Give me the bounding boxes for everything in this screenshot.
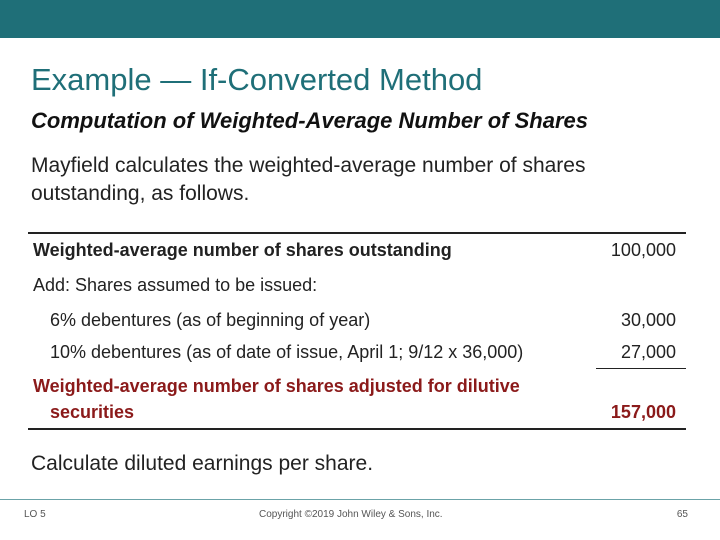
table-top-rule [28,232,686,234]
intro-text: Mayfield calculates the weighted-average number of shares outstanding, as follows. [31,154,586,205]
table-bottom-rule [28,428,686,430]
row-total-value: 157,000 [610,402,676,422]
footer-page-number: 65 [676,509,688,520]
row-total-label-line2: securities [50,402,135,422]
row-weighted-average-value: 100,000 [610,240,676,260]
footer-learning-objective: LO 5 [24,509,46,520]
row-total-label-line1: Weighted-average number of shares adjusted for dilutive [33,376,520,396]
slide-subtitle: Computation of Weighted-Average Number of Shares [31,108,588,133]
subtotal-rule [596,368,686,369]
row-6pct-debentures-label: 6% debentures (as of beginning of year) [50,310,371,330]
row-weighted-average-label: Weighted-average number of shares outstanding [33,240,452,260]
row-10pct-debentures-label: 10% debentures (as of date of issue, April 1; 9/12 x 36,000) [50,342,524,362]
slide-title: Example — If-Converted Method [31,62,483,97]
row-10pct-debentures-value: 27,000 [620,342,676,362]
row-add-shares-label: Add: Shares assumed to be issued: [33,275,318,295]
closing-text: Calculate diluted earnings per share. [31,452,374,475]
footer-copyright: Copyright ©2019 John Wiley & Sons, Inc. [259,509,443,520]
header-bar [0,0,720,38]
footer-divider [0,499,720,500]
row-6pct-debentures-value: 30,000 [620,310,676,330]
